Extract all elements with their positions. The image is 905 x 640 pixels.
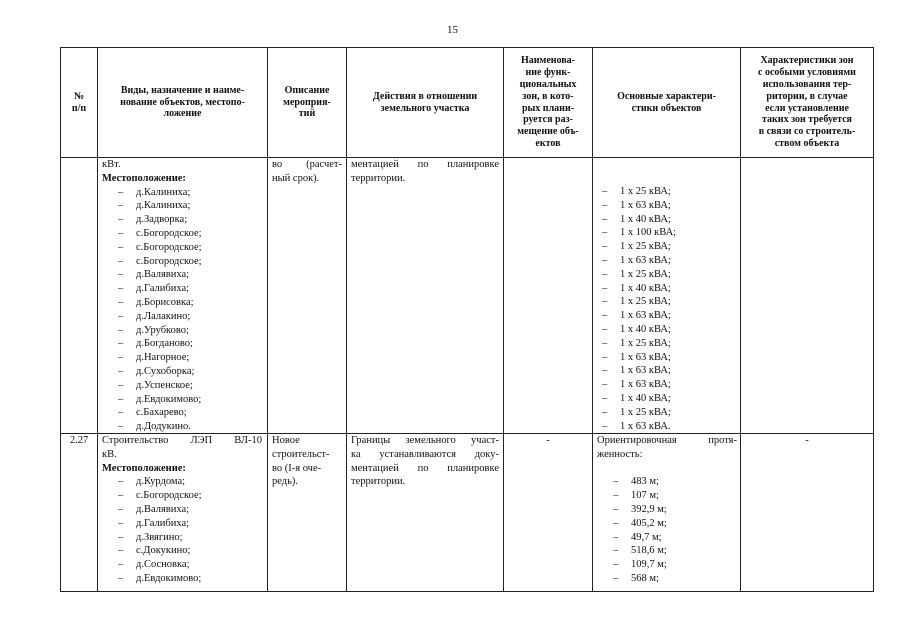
row2-char-intro-line: Ориентировочная протя-: [597, 435, 737, 446]
list-dash: –: [602, 282, 608, 294]
location-item: [102, 296, 262, 310]
characteristic-item: [597, 282, 737, 296]
characteristic-item: [597, 558, 737, 572]
list-dash: –: [613, 545, 619, 557]
location-item-text: д.Урубково;: [136, 324, 189, 336]
list-dash: –: [118, 393, 124, 405]
characteristic-item: [597, 517, 737, 531]
characteristic-item-text: 1 х 25 кВА;: [620, 406, 671, 418]
header-zones: Наименова- ние функ- циональных зон, в кото- рых плани- руется раз- мещение объ- ектов: [517, 55, 579, 149]
list-dash: –: [118, 283, 124, 295]
characteristic-item: [597, 378, 737, 392]
characteristic-item-text: 1 х 63 кВА.: [620, 420, 671, 432]
list-dash: –: [118, 186, 124, 198]
characteristic-item: [597, 295, 737, 309]
list-dash: –: [613, 490, 619, 502]
characteristic-item: [597, 240, 737, 254]
list-dash: –: [602, 420, 608, 432]
location-item-text: д.Курдома;: [136, 476, 186, 488]
location-item: [102, 531, 262, 545]
location-item-text: д.Борисовка;: [136, 296, 194, 308]
location-item: [102, 324, 262, 338]
list-dash: –: [118, 407, 124, 419]
row2-characteristics-list: [597, 475, 737, 585]
location-item: [102, 241, 262, 255]
location-item-text: д.Сухоборка;: [136, 365, 195, 377]
list-dash: –: [118, 241, 124, 253]
list-dash: –: [118, 421, 124, 433]
row2-title-line: кВ.: [102, 448, 117, 460]
list-dash: –: [602, 254, 608, 266]
list-dash: –: [613, 517, 619, 529]
row1-measures-line: ный срок).: [272, 172, 320, 184]
list-dash: –: [118, 379, 124, 391]
location-item: [102, 282, 262, 296]
list-dash: –: [118, 352, 124, 364]
row1-actions-line: территории.: [351, 172, 406, 184]
location-item-text: д.Лалакино;: [136, 310, 191, 322]
location-item: [102, 475, 262, 489]
list-dash: –: [118, 365, 124, 377]
list-dash: –: [602, 310, 608, 322]
header-objects: Виды, назначение и наиме- нование объектов, местопо- ложение: [120, 84, 245, 120]
list-dash: –: [118, 324, 124, 336]
characteristic-item-text: 483 м;: [631, 476, 659, 488]
row1-measures: [272, 158, 342, 186]
row2-measures-line: строительст-: [272, 448, 330, 460]
list-dash: –: [602, 392, 608, 404]
location-item-text: д.Валявиха;: [136, 503, 190, 515]
location-item: [102, 558, 262, 572]
characteristic-item: [597, 420, 737, 434]
characteristic-item: [597, 254, 737, 268]
characteristic-item: [597, 268, 737, 282]
row1-unit-line: кВт.: [102, 159, 121, 170]
location-item-text: д.Калиниха;: [136, 186, 191, 198]
location-item: [102, 379, 262, 393]
header-number: № п/п: [71, 90, 87, 114]
list-dash: –: [602, 186, 608, 197]
row2-objects: [102, 434, 262, 586]
location-item: [102, 420, 262, 434]
location-item-text: д.Задворка;: [136, 214, 188, 226]
location-item: [102, 365, 262, 379]
location-item: [102, 406, 262, 420]
characteristic-item-text: 1 х 40 кВА;: [620, 323, 671, 335]
list-dash: –: [118, 490, 124, 502]
location-item-text: д.Богданово;: [136, 338, 193, 350]
characteristic-item-text: 1 х 100 кВА;: [620, 227, 677, 239]
characteristic-item-text: 1 х 25 кВА;: [620, 268, 671, 280]
list-dash: –: [118, 572, 124, 584]
location-item-text: д.Евдокимово;: [136, 572, 202, 584]
location-item-text: д.Валявиха;: [136, 269, 190, 281]
row2-actions-line: территории.: [351, 476, 406, 488]
location-item: [102, 213, 262, 227]
row1-characteristics: [597, 185, 737, 433]
location-item-text: д.Евдокимово;: [136, 393, 202, 405]
row1-actions-line: ментацией по планировке: [351, 159, 499, 170]
location-item: [102, 255, 262, 269]
list-dash: –: [118, 503, 124, 515]
row2-title-line: Строительство ЛЭП ВЛ-10: [102, 435, 262, 446]
list-dash: –: [613, 531, 619, 543]
location-item-text: с.Бахарево;: [136, 407, 187, 419]
characteristic-item: [597, 323, 737, 337]
characteristic-item: [597, 337, 737, 351]
list-dash: –: [118, 296, 124, 308]
location-item: [102, 337, 262, 351]
list-dash: –: [118, 269, 124, 281]
characteristic-item-text: 49,7 м;: [631, 531, 662, 543]
characteristic-item: [597, 489, 737, 503]
characteristic-item-text: 1 х 25 кВА;: [620, 337, 671, 349]
list-dash: –: [118, 559, 124, 571]
border-col-right: [873, 47, 874, 592]
characteristic-item-text: 109,7 м;: [631, 559, 667, 571]
list-dash: –: [613, 476, 619, 488]
characteristic-item: [597, 503, 737, 517]
list-dash: –: [118, 517, 124, 529]
list-dash: –: [118, 200, 124, 212]
header-actions: Действия в отношении земельного участка: [372, 90, 478, 114]
list-dash: –: [602, 379, 608, 391]
row2-location-list: [102, 475, 262, 585]
characteristic-item-text: 1 х 25 кВА;: [620, 296, 671, 308]
characteristic-item-text: 1 х 25 кВА;: [620, 186, 671, 197]
characteristic-item-text: 518,6 м;: [631, 545, 667, 557]
characteristic-item-text: 1 х 40 кВА;: [620, 213, 671, 225]
list-dash: –: [118, 338, 124, 350]
characteristic-item-text: 1 х 63 кВА;: [620, 310, 671, 322]
list-dash: –: [602, 323, 608, 335]
characteristic-item: [597, 406, 737, 420]
list-dash: –: [602, 199, 608, 211]
characteristic-item-text: 107 м;: [631, 490, 659, 502]
row1-measures-line: во (расчет-: [272, 159, 342, 170]
location-item-text: с.Докукино;: [136, 545, 191, 557]
row1-objects: [102, 158, 262, 434]
list-dash: –: [602, 351, 608, 363]
characteristic-item-text: 568 м;: [631, 572, 659, 584]
location-item-text: с.Богородское;: [136, 255, 202, 267]
location-item: [102, 544, 262, 558]
location-item-text: д.Звягино;: [136, 531, 183, 543]
characteristic-item: [597, 226, 737, 240]
characteristic-item: [597, 213, 737, 227]
row2-measures: [272, 434, 342, 489]
characteristic-item: [597, 364, 737, 378]
characteristic-item: [597, 531, 737, 545]
location-item: [102, 351, 262, 365]
characteristic-item-text: 392,9 м;: [631, 503, 667, 515]
location-item: [102, 199, 262, 213]
list-dash: –: [118, 476, 124, 488]
list-dash: –: [602, 337, 608, 349]
characteristic-item-text: 1 х 63 кВА;: [620, 199, 671, 211]
list-dash: –: [602, 241, 608, 253]
location-item-text: с.Богородское;: [136, 227, 202, 239]
list-dash: –: [602, 406, 608, 418]
location-item: [102, 503, 262, 517]
list-dash: –: [118, 255, 124, 267]
header-special-zones: Характеристики зон с особыми условиями использования тер- ритории, в случае если установление таких зон требуется в связи со строитель- ством объекта: [758, 55, 856, 149]
header-measures: Описание мероприя- тий: [283, 84, 331, 120]
row2-measures-line: во (I-я оче-: [272, 462, 322, 474]
location-item: [102, 268, 262, 282]
location-item: [102, 393, 262, 407]
location-item: [102, 310, 262, 324]
list-dash: –: [613, 503, 619, 515]
characteristic-item-text: 405,2 м;: [631, 517, 667, 529]
location-item: [102, 227, 262, 241]
characteristic-item: [597, 309, 737, 323]
location-item: [102, 572, 262, 586]
characteristic-item: [597, 199, 737, 213]
row2-actions-line: ментацией по планировке: [351, 462, 499, 474]
row1-location-label: Местоположение:: [102, 172, 186, 184]
location-item-text: д.Додукино.: [136, 421, 191, 433]
row1-characteristics-list: [597, 185, 737, 433]
characteristic-item-text: 1 х 40 кВА;: [620, 392, 671, 404]
characteristic-item-text: 1 х 63 кВА;: [620, 254, 671, 266]
location-item-text: д.Нагорное;: [136, 352, 190, 364]
location-item: [102, 489, 262, 503]
characteristic-item-text: 1 х 25 кВА;: [620, 241, 671, 253]
list-dash: –: [602, 227, 608, 239]
page-number: 15: [447, 24, 458, 36]
location-item: [102, 186, 262, 200]
location-item: [102, 517, 262, 531]
main-table: [60, 47, 874, 592]
location-item-text: д.Галибиха;: [136, 517, 190, 529]
location-item-text: д.Сосновка;: [136, 559, 190, 571]
row2-measures-line: редь).: [272, 476, 299, 488]
characteristic-item: [597, 572, 737, 586]
list-dash: –: [118, 531, 124, 543]
row2-characteristics: [597, 434, 737, 586]
row2-location-label: Местоположение:: [102, 462, 186, 474]
list-dash: –: [613, 559, 619, 571]
row1-actions: [351, 158, 499, 186]
location-item-text: с.Богородское;: [136, 241, 202, 253]
list-dash: –: [118, 545, 124, 557]
location-item-text: д.Галибиха;: [136, 283, 190, 295]
row2-actions: [351, 434, 499, 489]
characteristic-item: [597, 351, 737, 365]
row2-zones: -: [546, 435, 550, 446]
list-dash: –: [118, 310, 124, 322]
list-dash: –: [613, 572, 619, 584]
characteristic-item-text: 1 х 63 кВА;: [620, 365, 671, 377]
row2-actions-line: ка устанавливаются доку-: [351, 448, 499, 460]
list-dash: –: [602, 268, 608, 280]
row2-measures-line: Новое: [272, 435, 300, 446]
location-item-text: д.Калиниха;: [136, 200, 191, 212]
list-dash: –: [602, 213, 608, 225]
list-dash: –: [118, 227, 124, 239]
list-dash: –: [602, 365, 608, 377]
characteristic-item: [597, 544, 737, 558]
location-item-text: с.Богородское;: [136, 490, 202, 502]
characteristic-item: [597, 185, 737, 199]
row2-number: 2.27: [69, 435, 89, 446]
list-dash: –: [118, 214, 124, 226]
row2-actions-line: Границы земельного участ-: [351, 435, 499, 446]
characteristic-item: [597, 475, 737, 489]
row2-special-zones: -: [805, 435, 809, 446]
location-item-text: д.Успенское;: [136, 379, 193, 391]
characteristic-item-text: 1 х 63 кВА;: [620, 379, 671, 391]
row1-location-list: [102, 186, 262, 434]
row2-char-intro-line: женность:: [597, 448, 643, 460]
list-dash: –: [602, 296, 608, 308]
characteristic-item-text: 1 х 40 кВА;: [620, 282, 671, 294]
characteristic-item-text: 1 х 63 кВА;: [620, 351, 671, 363]
table-bottom-border: [60, 591, 874, 592]
header-characteristics: Основные характери- стики объектов: [617, 90, 716, 114]
characteristic-item: [597, 392, 737, 406]
